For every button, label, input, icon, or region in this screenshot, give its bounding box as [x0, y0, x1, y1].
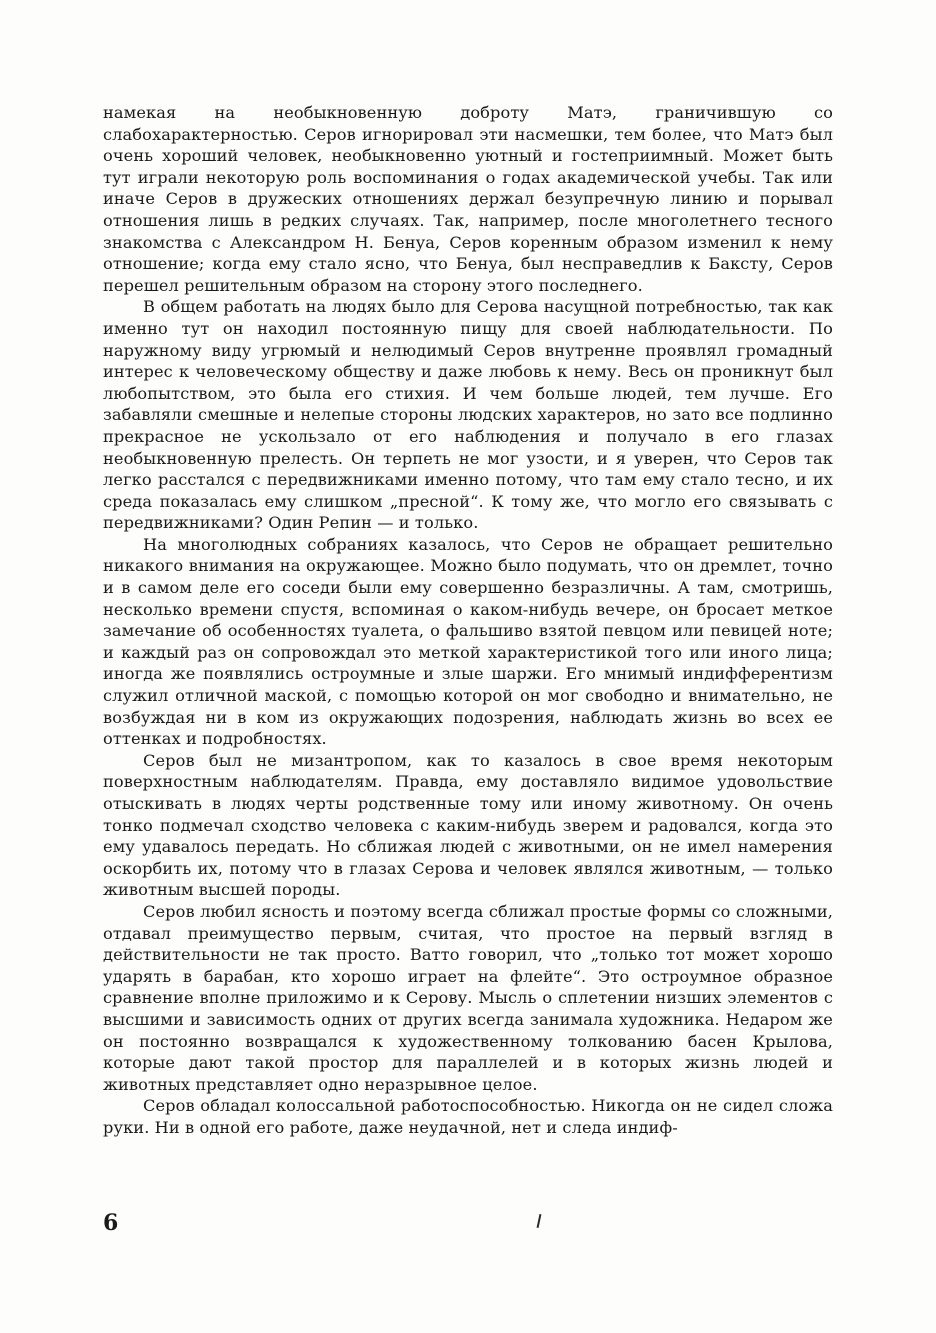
- paragraph-2: В общем работать на людях было для Серова насущной потребностью, так как именно тут он находил постоянную пищу для своей наблюдательности. По наружному виду угрюмый и нелюдимый Серов внутренне проявлял громадный интерес к человеческому обществу и даже любовь к нему. Весь он проникнут был любопытством, это была его стихия. И чем больше людей, тем лучше. Его забавляли смешные и нелепые стороны людских характеров, но зато все подлинно прекрасное не ускользало от его наблюдения и получало в его глазах необыкновенную прелесть. Он терпеть не мог узости, и я уверен, что Серов так легко расстался с передвижниками именно потому, что там ему стало тесно, и их среда показалась ему слишком „пресной“. К тому же, что могло его связывать с передвижниками? Один Репин — и только.: [103, 297, 833, 533]
- page-number: 6: [103, 1210, 119, 1236]
- body-text: [103, 102, 833, 1139]
- paragraph-6: Серов обладал колоссальной работоспособностью. Никогда он не сидел сложа руки. Ни в одной его работе, даже неудачной, нет и следа индиф-: [103, 1096, 833, 1137]
- scan-mark: [537, 1214, 542, 1228]
- paragraph-4: Серов был не мизантропом, как то казалось в свое время некоторым поверхностным наблюдателям. Правда, ему доставляло видимое удовольствие отыскивать в людях черты родственные тому или иному животному. Он очень тонко подмечал сходство человека с каким-нибудь зверем и радовался, когда это ему удавалось передать. Но сближая людей с животными, он не имел намерения оскорбить их, потому что в глазах Серова и человек являлся животным, — только животным высшей породы.: [103, 750, 833, 900]
- paragraph-5: Серов любил ясность и поэтому всегда сближал простые формы со сложными, отдавал преимущество первым, считая, что простое на первый взгляд в действительности не так просто. Ватто говорил, что „только тот может хорошо ударять в барабан, кто хорошо играет на флейте“. Это остроумное образное сравнение вполне приложимо и к Серову. Мысль о сплетении низших элементов с высшими и зависимость одних от других всегда занимала художника. Недаром же он постоянно возвращался к художественному толкованию басен Крылова, которые дают такой простор для параллелей и в которых жизнь людей и животных представляет одно неразрывное целое.: [103, 901, 833, 1094]
- paragraph-1: намекая на необыкновенную доброту Матэ, граничившую со слабохарактерностью. Серов игнорировал эти насмешки, тем более, что Матэ был очень хороший человек, необыкновенно уютный и гостеприимный. Может быть тут играли некоторую роль воспоминания о годах академической учебы. Так или иначе Серов в дружеских отношениях держал безупречную линию и порывал отношения лишь в редких случаях. Так, например, после многолетнего тесного знакомства с Александром Н. Бенуа, Серов коренным образом изменил к нему отношение; когда ему стало ясно, что Бенуа, был несправедлив к Баксту, Серов перешел решительным образом на сторону этого последнего.: [103, 103, 833, 295]
- paragraph-3: На многолюдных собраниях казалось, что Серов не обращает решительно никакого внимания на окружающее. Можно было подумать, что он дремлет, точно и в самом деле его соседи были ему совершенно безразличны. А там, смотришь, несколько времени спустя, вспоминая о каком-нибудь вечере, он бросает меткое замечание об особенностях туалета, о фальшиво взятой певцом или певицей ноте; и каждый раз он сопровождал это меткой характеристикой того или иного лица; иногда же появлялись остроумные и злые шаржи. Его мнимый индифферентизм служил отличной маской, с помощью которой он мог свободно и внимательно, не возбуждая ни в ком из окружающих подозрения, наблюдать жизнь во всех ее оттенках и подробностях.: [103, 534, 833, 749]
